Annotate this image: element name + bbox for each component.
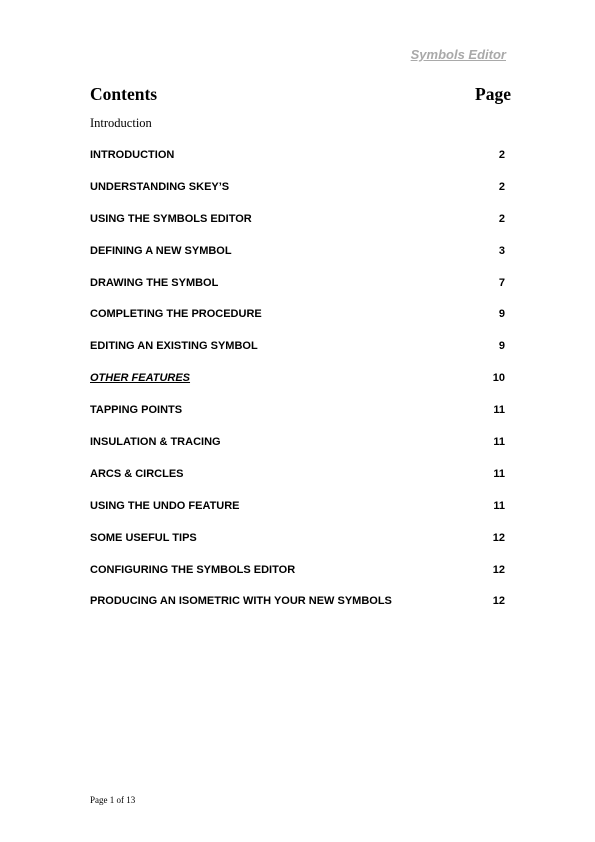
toc-entry-page: 11 xyxy=(493,404,505,417)
toc-entry[interactable] xyxy=(90,466,505,498)
toc-entry-label: INTRODUCTION xyxy=(90,149,175,161)
toc-entry-label: DRAWING THE SYMBOL xyxy=(90,276,219,289)
toc-entry-page: 11 xyxy=(493,436,505,449)
toc-entry-page: 10 xyxy=(492,372,505,385)
contents-title-row xyxy=(90,84,511,105)
toc-entry-label: EDITING AN EXISTING SYMBOL xyxy=(90,340,258,353)
toc-entry[interactable] xyxy=(90,434,505,466)
toc-entry-page: 2 xyxy=(498,180,505,193)
toc-entry-label: DEFINING A NEW SYMBOL xyxy=(90,244,232,257)
page-column-heading: Page xyxy=(475,84,511,104)
toc-entry-label[interactable]: OTHER FEATURES xyxy=(90,372,191,385)
toc-entry[interactable] xyxy=(90,498,505,530)
toc-entry-page: 12 xyxy=(492,595,505,608)
toc-entry-page: 9 xyxy=(498,308,505,321)
toc-entry-label: INSULATION & TRACING xyxy=(90,436,221,449)
toc-entry-page: 2 xyxy=(498,212,505,225)
toc-entry-link[interactable] xyxy=(90,370,505,402)
toc-entry-label: SOME USEFUL TIPS xyxy=(90,531,197,544)
toc-entry-label: USING THE UNDO FEATURE xyxy=(90,499,240,512)
toc-entry[interactable] xyxy=(90,306,505,338)
contents-heading: Contents xyxy=(90,84,158,104)
toc-entry-page: 11 xyxy=(493,467,505,480)
toc-entry-page: 12 xyxy=(492,531,505,544)
toc-entry[interactable] xyxy=(90,530,505,562)
toc-entry[interactable] xyxy=(90,179,505,211)
contents-subtitle: Introduction xyxy=(90,116,152,130)
toc-entry-label: CONFIGURING THE SYMBOLS EDITOR xyxy=(90,563,296,576)
toc-entry-label: PRODUCING AN ISOMETRIC WITH YOUR NEW SYMBOLS xyxy=(90,595,392,608)
toc-entry[interactable] xyxy=(90,593,505,625)
toc-entry[interactable] xyxy=(90,402,505,434)
toc-entry-label: TAPPING POINTS xyxy=(90,404,183,417)
toc-entry-page: 7 xyxy=(498,276,505,289)
toc-entry-page: 9 xyxy=(498,340,505,353)
toc-entry-page: 2 xyxy=(498,149,505,161)
toc-entry[interactable] xyxy=(90,147,505,179)
running-header: Symbols Editor xyxy=(410,47,506,62)
toc-entry[interactable] xyxy=(90,275,505,307)
table-of-contents xyxy=(90,147,505,625)
toc-entry-page: 12 xyxy=(492,563,505,576)
toc-entry[interactable] xyxy=(90,338,505,370)
page-footer: Page 1 of 13 xyxy=(90,795,136,805)
toc-entry-label: UNDERSTANDING SKEY’S xyxy=(90,180,230,193)
toc-entry-label: USING THE SYMBOLS EDITOR xyxy=(90,212,252,225)
toc-entry-page: 3 xyxy=(498,244,505,257)
toc-entry-label: COMPLETING THE PROCEDURE xyxy=(90,308,262,321)
toc-entry-label: ARCS & CIRCLES xyxy=(90,467,184,480)
toc-entry[interactable] xyxy=(90,243,505,275)
toc-entry[interactable] xyxy=(90,562,505,594)
toc-entry-page: 11 xyxy=(493,499,505,512)
toc-entry[interactable] xyxy=(90,211,505,243)
